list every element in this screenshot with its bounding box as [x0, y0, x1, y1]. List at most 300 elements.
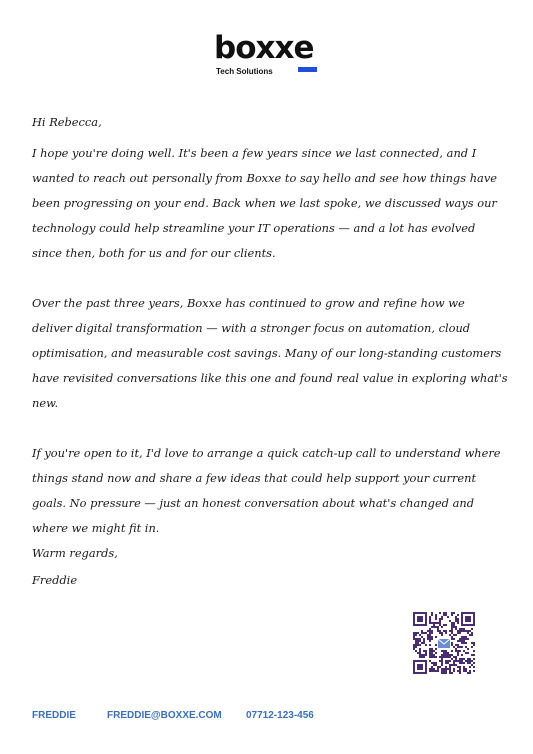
qr-module — [463, 662, 465, 664]
qr-module — [453, 664, 455, 666]
qr-module — [455, 648, 457, 650]
qr-module — [423, 640, 425, 642]
qr-module — [449, 664, 451, 666]
qr-module — [425, 652, 427, 654]
qr-module — [415, 642, 417, 644]
qr-module — [455, 644, 457, 646]
letter-paragraph-3: If you're open to it, I'd love to arrange a quick catch-up call to understand where things stand now and share a few ideas that could help support your current goals. No pressure — just an honest conversation about what's changed and where we might fit in. — [32, 446, 501, 535]
qr-module — [455, 650, 457, 652]
qr-module — [449, 654, 451, 656]
qr-module — [469, 658, 471, 660]
qr-module — [451, 642, 453, 644]
qr-module — [435, 618, 437, 620]
qr-module — [455, 626, 457, 628]
qr-module — [449, 660, 451, 662]
qr-module — [453, 612, 455, 614]
qr-module — [421, 630, 423, 632]
qr-module — [467, 660, 469, 662]
qr-module — [435, 656, 437, 658]
qr-module — [455, 660, 457, 662]
qr-module — [459, 660, 461, 662]
qr-module — [465, 642, 467, 644]
qr-module — [451, 654, 453, 656]
qr-module — [443, 630, 445, 632]
qr-module — [435, 616, 437, 618]
qr-module — [419, 648, 421, 650]
qr-module — [431, 636, 433, 638]
qr-module — [465, 670, 467, 672]
qr-module — [443, 656, 445, 658]
letter-signature: Freddie — [32, 573, 78, 587]
qr-module — [429, 638, 431, 640]
qr-module — [419, 634, 421, 636]
qr-module — [413, 646, 415, 648]
qr-module — [441, 662, 443, 664]
qr-module — [457, 660, 459, 662]
company-logo — [214, 32, 324, 78]
qr-module — [429, 640, 431, 642]
qr-module — [447, 616, 449, 618]
qr-module — [419, 640, 421, 642]
qr-module — [427, 634, 429, 636]
qr-module — [425, 650, 427, 652]
qr-module — [455, 658, 457, 660]
footer-contact-bar — [0, 706, 533, 726]
qr-module — [449, 670, 451, 672]
qr-module — [445, 624, 447, 626]
qr-module — [417, 652, 419, 654]
qr-module — [457, 632, 459, 634]
qr-finder-inner — [417, 664, 423, 670]
qr-module — [443, 652, 445, 654]
qr-module — [449, 630, 451, 632]
qr-module — [423, 632, 425, 634]
qr-module — [421, 654, 423, 656]
qr-module — [457, 644, 459, 646]
qr-module — [459, 668, 461, 670]
qr-module — [429, 618, 431, 620]
qr-module — [417, 640, 419, 642]
qr-module — [471, 660, 473, 662]
qr-module — [425, 632, 427, 634]
qr-module — [457, 640, 459, 642]
qr-module — [445, 632, 447, 634]
qr-module — [461, 642, 463, 644]
qr-module — [419, 638, 421, 640]
qr-module — [431, 652, 433, 654]
qr-module — [429, 648, 431, 650]
qr-module — [445, 630, 447, 632]
qr-module — [447, 654, 449, 656]
qr-module — [455, 628, 457, 630]
qr-module — [437, 628, 439, 630]
qr-module — [435, 662, 437, 664]
qr-module — [463, 640, 465, 642]
qr-module — [423, 654, 425, 656]
qr-module — [443, 672, 445, 674]
qr-module — [415, 646, 417, 648]
qr-module — [423, 656, 425, 658]
qr-module — [469, 670, 471, 672]
qr-module — [429, 650, 431, 652]
qr-module — [457, 630, 459, 632]
qr-module — [469, 630, 471, 632]
qr-module — [473, 666, 475, 668]
qr-module — [451, 632, 453, 634]
letter-paragraph-1: I hope you're doing well. It's been a few years since we last connected, and I wanted to reach out personally from Boxxe to say hello and see how things have been progressing on your end. Back when we last spoke, we discussed ways our technology could help streamline your IT operations — and a lot has evolved since then, both for us and for our clients. — [32, 146, 497, 260]
qr-module — [441, 656, 443, 658]
qr-module — [437, 626, 439, 628]
qr-module — [429, 656, 431, 658]
qr-module — [445, 650, 447, 652]
qr-module — [453, 646, 455, 648]
qr-code-graphic — [413, 612, 475, 674]
qr-module — [451, 636, 453, 638]
qr-module — [435, 614, 437, 616]
qr-module — [443, 670, 445, 672]
qr-module — [449, 620, 451, 622]
qr-module — [445, 652, 447, 654]
qr-module — [443, 612, 445, 614]
qr-module — [451, 628, 453, 630]
letter-greeting: Hi Rebecca, — [32, 115, 102, 129]
qr-module — [429, 634, 431, 636]
qr-module — [461, 628, 463, 630]
letter-body — [32, 110, 508, 593]
qr-module — [445, 672, 447, 674]
qr-module — [435, 648, 437, 650]
qr-module — [463, 658, 465, 660]
qr-module — [467, 638, 469, 640]
qr-module — [473, 650, 475, 652]
qr-module — [439, 656, 441, 658]
qr-module — [441, 672, 443, 674]
qr-module — [449, 656, 451, 658]
qr-module — [451, 638, 453, 640]
qr-module — [455, 634, 457, 636]
qr-module — [473, 654, 475, 656]
qr-module — [471, 628, 473, 630]
qr-module — [453, 634, 455, 636]
qr-module — [461, 654, 463, 656]
qr-module — [441, 616, 443, 618]
qr-module — [467, 662, 469, 664]
qr-module — [415, 640, 417, 642]
qr-module — [459, 662, 461, 664]
qr-module — [431, 666, 433, 668]
footer-email-link[interactable]: FREDDIE@BOXXE.COM — [107, 710, 222, 721]
qr-module — [429, 670, 431, 672]
qr-module — [451, 664, 453, 666]
qr-module — [457, 622, 459, 624]
qr-module — [419, 656, 421, 658]
qr-module — [421, 636, 423, 638]
qr-module — [457, 614, 459, 616]
footer-name: FREDDIE — [32, 710, 76, 721]
qr-module — [473, 644, 475, 646]
qr-module — [461, 646, 463, 648]
qr-module — [417, 632, 419, 634]
qr-module — [463, 630, 465, 632]
qr-module — [413, 638, 415, 640]
qr-module — [443, 614, 445, 616]
qr-module — [435, 644, 437, 646]
qr-module — [457, 670, 459, 672]
qr-module — [459, 672, 461, 674]
qr-module — [433, 668, 435, 670]
qr-module — [443, 650, 445, 652]
qr-module — [457, 654, 459, 656]
qr-module — [447, 652, 449, 654]
qr-module — [465, 668, 467, 670]
qr-module — [419, 652, 421, 654]
qr-module — [439, 632, 441, 634]
qr-module — [473, 670, 475, 672]
qr-module — [453, 638, 455, 640]
qr-module — [437, 666, 439, 668]
qr-module — [451, 626, 453, 628]
qr-module — [431, 622, 433, 624]
qr-module — [447, 660, 449, 662]
qr-module — [427, 636, 429, 638]
qr-module — [421, 632, 423, 634]
qr-module — [473, 642, 475, 644]
qr-module — [463, 670, 465, 672]
qr-module — [435, 670, 437, 672]
qr-module — [417, 638, 419, 640]
qr-module — [431, 654, 433, 656]
qr-module — [425, 644, 427, 646]
qr-module — [441, 650, 443, 652]
qr-module — [429, 620, 431, 622]
qr-module — [413, 634, 415, 636]
qr-module — [473, 658, 475, 660]
qr-module — [427, 630, 429, 632]
qr-module — [431, 632, 433, 634]
footer-phone-link[interactable]: 07712-123-456 — [246, 710, 314, 721]
qr-module — [459, 632, 461, 634]
qr-module — [459, 670, 461, 672]
qr-module — [455, 618, 457, 620]
qr-module — [455, 664, 457, 666]
qr-module — [459, 666, 461, 668]
qr-module — [445, 656, 447, 658]
qr-module — [419, 650, 421, 652]
qr-module — [465, 630, 467, 632]
qr-module — [453, 662, 455, 664]
qr-module — [453, 622, 455, 624]
qr-module — [463, 628, 465, 630]
qr-module — [447, 662, 449, 664]
qr-module — [419, 654, 421, 656]
qr-module — [449, 666, 451, 668]
qr-module — [457, 650, 459, 652]
qr-module — [427, 638, 429, 640]
qr-module — [445, 668, 447, 670]
qr-module — [413, 648, 415, 650]
qr-module — [461, 660, 463, 662]
qr-module — [453, 670, 455, 672]
qr-module — [463, 638, 465, 640]
qr-module — [453, 656, 455, 658]
qr-module — [419, 644, 421, 646]
qr-module — [471, 664, 473, 666]
logo-wordmark: boxxe — [214, 30, 314, 66]
qr-module — [423, 650, 425, 652]
qr-module — [435, 622, 437, 624]
qr-module — [451, 672, 453, 674]
qr-module — [465, 652, 467, 654]
qr-module — [433, 656, 435, 658]
qr-code-icon — [413, 612, 475, 674]
qr-module — [465, 638, 467, 640]
qr-module — [439, 630, 441, 632]
qr-module — [441, 634, 443, 636]
qr-module — [415, 644, 417, 646]
qr-module — [435, 636, 437, 638]
qr-module — [429, 630, 431, 632]
qr-module — [459, 646, 461, 648]
qr-module — [441, 658, 443, 660]
qr-module — [443, 624, 445, 626]
qr-module — [439, 622, 441, 624]
qr-module — [439, 660, 441, 662]
qr-module — [415, 638, 417, 640]
qr-module — [431, 626, 433, 628]
qr-module — [433, 624, 435, 626]
qr-module — [461, 636, 463, 638]
qr-module — [451, 622, 453, 624]
qr-module — [447, 656, 449, 658]
qr-module — [469, 672, 471, 674]
qr-module — [429, 616, 431, 618]
qr-module — [463, 636, 465, 638]
qr-module — [413, 644, 415, 646]
qr-module — [415, 632, 417, 634]
logo-tagline: Tech Solutions — [216, 67, 273, 76]
qr-module — [469, 662, 471, 664]
qr-module — [429, 622, 431, 624]
qr-module — [431, 638, 433, 640]
qr-module — [471, 634, 473, 636]
qr-module — [435, 652, 437, 654]
qr-module — [443, 654, 445, 656]
qr-module — [459, 640, 461, 642]
qr-module — [471, 646, 473, 648]
qr-module — [433, 654, 435, 656]
qr-module — [425, 654, 427, 656]
qr-module — [457, 652, 459, 654]
qr-module — [415, 650, 417, 652]
qr-module — [421, 642, 423, 644]
qr-module — [469, 666, 471, 668]
qr-module — [437, 630, 439, 632]
qr-module — [445, 670, 447, 672]
qr-module — [433, 670, 435, 672]
qr-module — [433, 650, 435, 652]
qr-module — [451, 612, 453, 614]
qr-module — [441, 626, 443, 628]
logo-accent-bar — [298, 67, 317, 72]
qr-module — [445, 654, 447, 656]
qr-module — [451, 624, 453, 626]
qr-module — [449, 634, 451, 636]
qr-module — [465, 646, 467, 648]
qr-module — [429, 654, 431, 656]
qr-module — [459, 638, 461, 640]
qr-module — [461, 662, 463, 664]
qr-module — [441, 632, 443, 634]
qr-module — [429, 668, 431, 670]
qr-module — [413, 636, 415, 638]
qr-module — [439, 620, 441, 622]
qr-module — [441, 664, 443, 666]
qr-module — [435, 626, 437, 628]
qr-module — [467, 630, 469, 632]
qr-module — [451, 650, 453, 652]
qr-module — [445, 614, 447, 616]
qr-module — [431, 648, 433, 650]
qr-module — [445, 612, 447, 614]
qr-module — [445, 660, 447, 662]
qr-module — [455, 656, 457, 658]
qr-module — [449, 672, 451, 674]
qr-module — [423, 638, 425, 640]
qr-module — [459, 650, 461, 652]
qr-module — [441, 618, 443, 620]
qr-module — [429, 660, 431, 662]
qr-module — [471, 642, 473, 644]
qr-module — [469, 660, 471, 662]
qr-module — [437, 622, 439, 624]
qr-module — [429, 632, 431, 634]
qr-module — [461, 630, 463, 632]
qr-module — [457, 618, 459, 620]
qr-module — [441, 668, 443, 670]
qr-module — [461, 658, 463, 660]
qr-module — [461, 640, 463, 642]
qr-module — [453, 626, 455, 628]
qr-module — [467, 652, 469, 654]
qr-module — [451, 614, 453, 616]
qr-module — [463, 650, 465, 652]
qr-module — [463, 642, 465, 644]
qr-module — [453, 660, 455, 662]
qr-module — [467, 648, 469, 650]
qr-module — [463, 666, 465, 668]
qr-module — [467, 672, 469, 674]
qr-module — [431, 630, 433, 632]
qr-module — [423, 642, 425, 644]
qr-module — [455, 616, 457, 618]
qr-module — [417, 644, 419, 646]
qr-module — [431, 614, 433, 616]
qr-module — [445, 666, 447, 668]
qr-module — [431, 668, 433, 670]
qr-module — [473, 662, 475, 664]
qr-module — [433, 622, 435, 624]
qr-module — [433, 664, 435, 666]
qr-module — [433, 662, 435, 664]
qr-module — [467, 658, 469, 660]
qr-module — [439, 612, 441, 614]
qr-module — [459, 630, 461, 632]
qr-module — [451, 630, 453, 632]
qr-module — [421, 656, 423, 658]
letter-closing: Warm regards, — [32, 546, 118, 560]
qr-module — [449, 668, 451, 670]
qr-module — [459, 658, 461, 660]
